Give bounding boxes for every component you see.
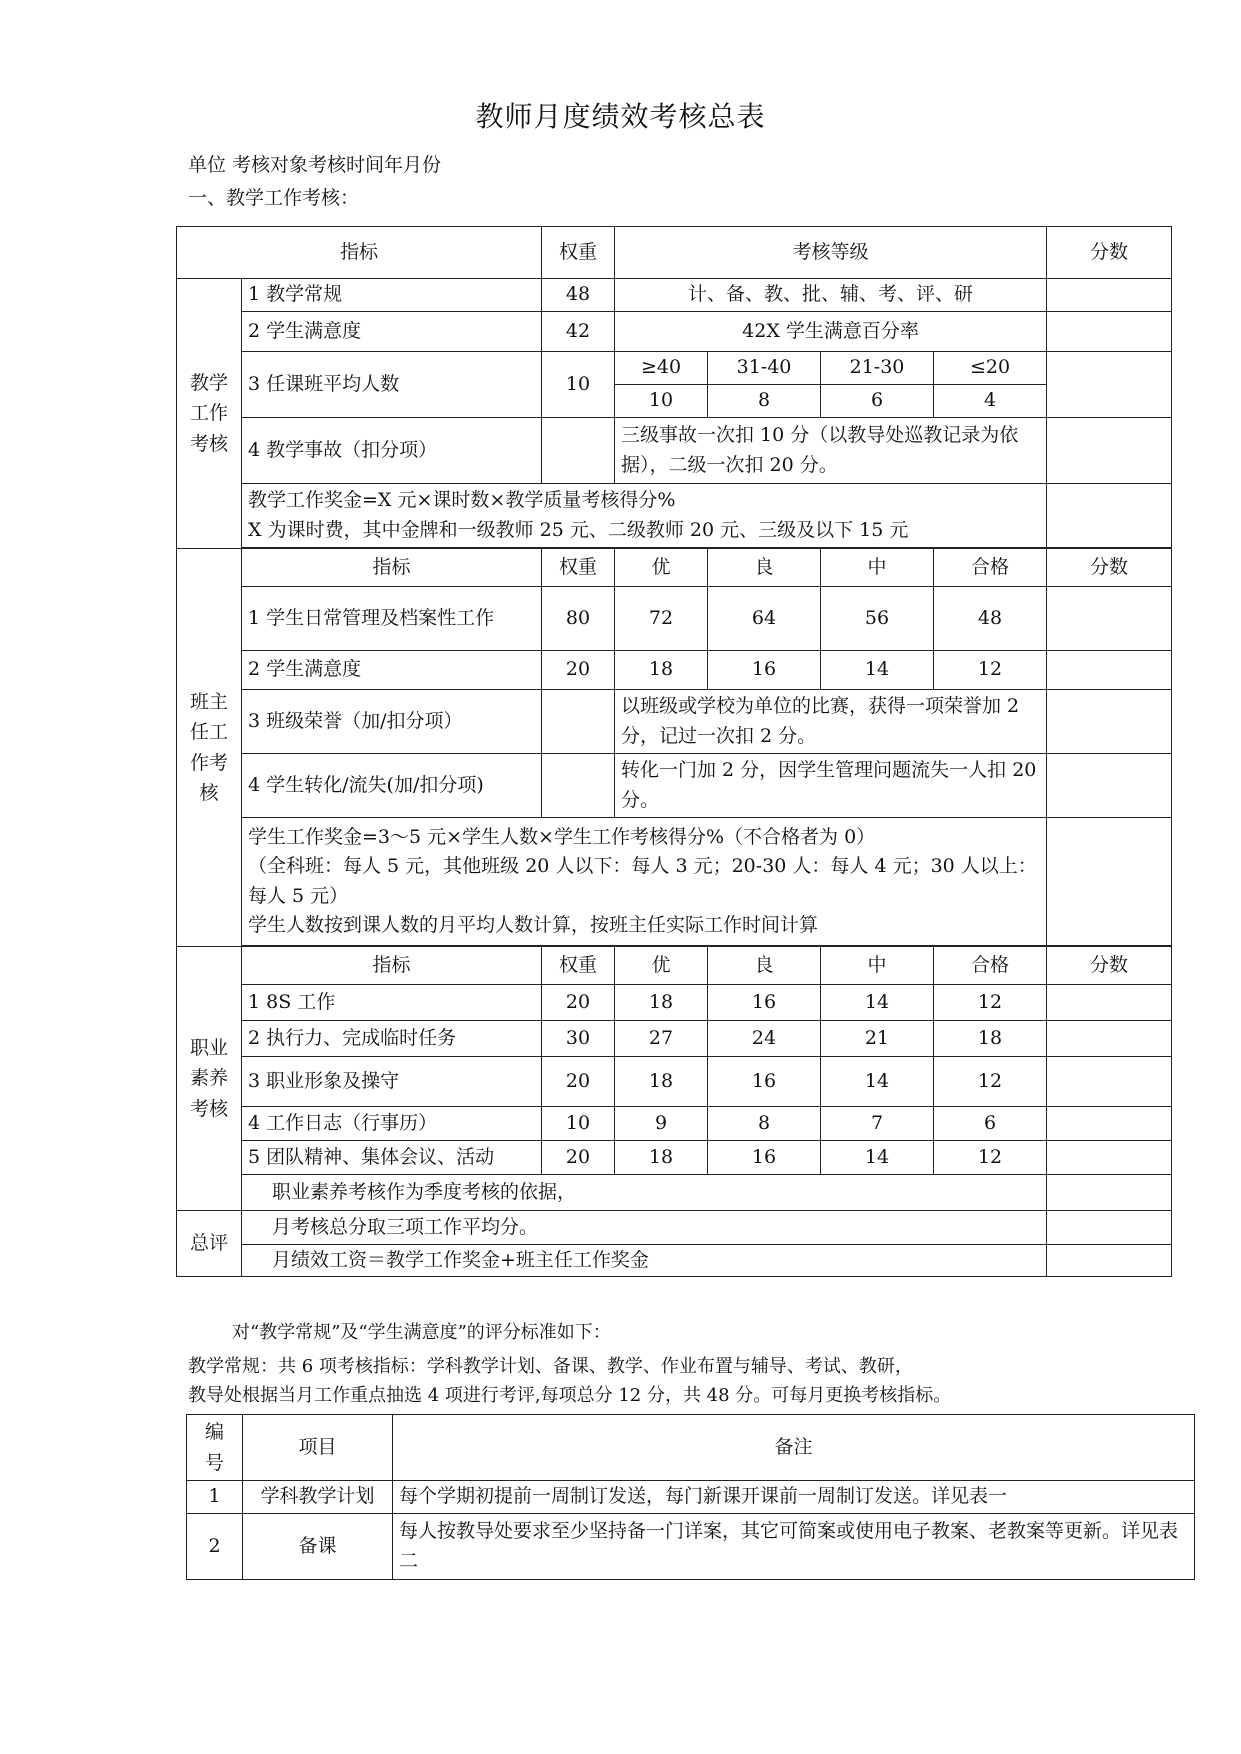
header-pass: 合格 [934, 549, 1047, 587]
row-name: 1 8S 工作 [242, 985, 542, 1021]
row-item: 学科教学计划 [243, 1481, 393, 1514]
teaching-bonus-line2: X 为课时费，其中金牌和一级教师 25 元、二级教师 20 元、三级及以下 15 元 [248, 518, 909, 541]
section-heading: 一、教学工作考核： [188, 187, 360, 209]
points-cell: 8 [708, 385, 821, 418]
score-cell [1047, 1057, 1172, 1107]
row-name: 1 学生日常管理及档案性工作 [242, 587, 542, 651]
score-cell [1047, 1021, 1172, 1057]
header-remark: 备注 [393, 1415, 1195, 1481]
row-good: 16 [708, 1057, 821, 1107]
row-weight: 10 [542, 352, 615, 418]
row-remark: 每个学期初提前一周制订发送，每门新课开课前一周制订发送。详见表一 [393, 1481, 1195, 1514]
row-weight: 80 [542, 587, 615, 651]
score-cell [1047, 312, 1172, 352]
row-excellent: 72 [615, 587, 708, 651]
header-excellent: 优 [615, 947, 708, 985]
standards-para2: 教导处根据当月工作重点抽选 4 项进行考评,每项总分 12 分，共 48 分。可每月更换考核指标。 [188, 1385, 952, 1406]
page-title: 教师月度绩效考核总表 [475, 100, 766, 133]
score-cell [1047, 690, 1172, 754]
row-weight: 10 [542, 1107, 615, 1141]
header-item: 项目 [243, 1415, 393, 1481]
student-bonus-line1: 学生工作奖金=3～5 元×学生人数×学生工作考核得分%（不合格者为 0） [248, 825, 876, 848]
row-excellent: 9 [615, 1107, 708, 1141]
score-cell [1047, 352, 1172, 418]
row-name: 2 学生满意度 [242, 312, 542, 352]
header-medium: 中 [821, 549, 934, 587]
header-line: 单位 考核对象考核时间年月份 [188, 154, 442, 176]
student-bonus-line2: （全科班：每人 5 元，其他班级 20 人以下：每人 3 元；20-30 人：每人 4 元；30 人以上：每人 5 元） [248, 855, 1037, 907]
row-level: 三级事故一次扣 10 分（以教导处巡教记录为依据），二级一次扣 20 分。 [615, 418, 1047, 484]
header-score: 分数 [1047, 227, 1172, 279]
row-num: 2 [187, 1514, 243, 1580]
row-weight: 20 [542, 985, 615, 1021]
header-score: 分数 [1047, 549, 1172, 587]
row-pass: 48 [934, 587, 1047, 651]
header-score: 分数 [1047, 947, 1172, 985]
row-medium: 14 [821, 985, 934, 1021]
row-name: 5 团队精神、集体会议、活动 [242, 1141, 542, 1175]
row-level: 42X 学生满意百分率 [615, 312, 1047, 352]
row-name: 3 任课班平均人数 [242, 352, 542, 418]
row-medium: 7 [821, 1107, 934, 1141]
score-cell [1047, 1141, 1172, 1175]
score-cell [1047, 279, 1172, 312]
row-good: 64 [708, 587, 821, 651]
row-weight: 30 [542, 1021, 615, 1057]
score-cell [1047, 1245, 1172, 1277]
row-medium: 14 [821, 1141, 934, 1175]
row-medium: 14 [821, 651, 934, 690]
score-cell [1047, 587, 1172, 651]
row-name: 1 教学常规 [242, 279, 542, 312]
row-weight [542, 418, 615, 484]
row-excellent: 18 [615, 985, 708, 1021]
summary-line1: 月考核总分取三项工作平均分。 [242, 1211, 1047, 1245]
row-name: 3 职业形象及操守 [242, 1057, 542, 1107]
score-cell [1047, 418, 1172, 484]
row-name: 2 学生满意度 [242, 651, 542, 690]
row-name: 4 工作日志（行事历） [242, 1107, 542, 1141]
score-cell [1047, 1211, 1172, 1245]
score-cell [1047, 818, 1172, 946]
header-weight: 权重 [542, 227, 615, 279]
summary-line2: 月绩效工资＝教学工作奖金+班主任工作奖金 [242, 1245, 1047, 1277]
row-good: 8 [708, 1107, 821, 1141]
professional-note: 职业素养考核作为季度考核的依据， [242, 1175, 1047, 1211]
header-indicator: 指标 [242, 549, 542, 587]
row-remark: 每人按教导处要求至少坚持备一门详案，其它可简案或使用电子教案、老教案等更新。详见表二 [393, 1514, 1195, 1580]
group-head-teacher: 班主 任工 作考 核 [177, 549, 242, 947]
score-cell [1047, 754, 1172, 818]
row-desc: 转化一门加 2 分，因学生管理问题流失一人扣 20 分。 [615, 754, 1047, 818]
header-indicator: 指标 [242, 947, 542, 985]
student-bonus [242, 818, 1047, 946]
row-weight: 42 [542, 312, 615, 352]
row-pass: 12 [934, 651, 1047, 690]
teaching-bonus [242, 484, 1047, 548]
points-cell: 10 [615, 385, 708, 418]
assessment-table [176, 226, 1172, 1277]
score-cell [1047, 985, 1172, 1021]
row-pass: 12 [934, 985, 1047, 1021]
range-cell: 31-40 [708, 352, 821, 385]
header-good: 良 [708, 549, 821, 587]
row-medium: 21 [821, 1021, 934, 1057]
score-cell [1047, 651, 1172, 690]
standards-intro: 对“教学常规”及“学生满意度”的评分标准如下： [232, 1322, 611, 1343]
row-good: 16 [708, 651, 821, 690]
header-excellent: 优 [615, 549, 708, 587]
standards-para1: 教学常规：共 6 项考核指标：学科教学计划、备课、教学、作业布置与辅导、考试、教研， [188, 1356, 913, 1377]
points-cell: 6 [821, 385, 934, 418]
row-good: 16 [708, 985, 821, 1021]
row-excellent: 18 [615, 1141, 708, 1175]
row-level: 计、备、教、批、辅、考、评、研 [615, 279, 1047, 312]
row-weight: 20 [542, 1141, 615, 1175]
row-pass: 6 [934, 1107, 1047, 1141]
row-excellent: 18 [615, 1057, 708, 1107]
header-num: 编 号 [187, 1415, 243, 1481]
row-medium: 56 [821, 587, 934, 651]
row-name: 2 执行力、完成临时任务 [242, 1021, 542, 1057]
row-weight: 20 [542, 1057, 615, 1107]
header-indicator: 指标 [177, 227, 542, 279]
header-weight: 权重 [542, 947, 615, 985]
group-professional: 职业 素养 考核 [177, 947, 242, 1211]
row-name: 4 学生转化/流失(加/扣分项) [242, 754, 542, 818]
row-weight [542, 690, 615, 754]
row-medium: 14 [821, 1057, 934, 1107]
score-cell [1047, 1107, 1172, 1141]
teaching-bonus-line1: 教学工作奖金=X 元×课时数×教学质量考核得分% [248, 489, 676, 512]
group-summary: 总评 [177, 1211, 242, 1277]
row-weight: 20 [542, 651, 615, 690]
range-cell: ≥40 [615, 352, 708, 385]
row-good: 24 [708, 1021, 821, 1057]
header-weight: 权重 [542, 549, 615, 587]
range-cell: 21-30 [821, 352, 934, 385]
points-cell: 4 [934, 385, 1047, 418]
header-good: 良 [708, 947, 821, 985]
score-cell [1047, 484, 1172, 548]
row-name: 4 教学事故（扣分项） [242, 418, 542, 484]
standards-table [186, 1414, 1195, 1580]
range-cell: ≤20 [934, 352, 1047, 385]
row-excellent: 27 [615, 1021, 708, 1057]
row-item: 备课 [243, 1514, 393, 1580]
row-pass: 18 [934, 1021, 1047, 1057]
row-name: 3 班级荣誉（加/扣分项） [242, 690, 542, 754]
header-pass: 合格 [934, 947, 1047, 985]
row-excellent: 18 [615, 651, 708, 690]
row-good: 16 [708, 1141, 821, 1175]
score-cell [1047, 1175, 1172, 1211]
header-medium: 中 [821, 947, 934, 985]
row-weight [542, 754, 615, 818]
row-desc: 以班级或学校为单位的比赛，获得一项荣誉加 2 分，记过一次扣 2 分。 [615, 690, 1047, 754]
row-pass: 12 [934, 1057, 1047, 1107]
header-level: 考核等级 [615, 227, 1047, 279]
row-weight: 48 [542, 279, 615, 312]
row-pass: 12 [934, 1141, 1047, 1175]
row-num: 1 [187, 1481, 243, 1514]
group-teaching: 教学 工作 考核 [177, 279, 242, 549]
student-bonus-line3: 学生人数按到课人数的月平均人数计算，按班主任实际工作时间计算 [248, 913, 819, 936]
